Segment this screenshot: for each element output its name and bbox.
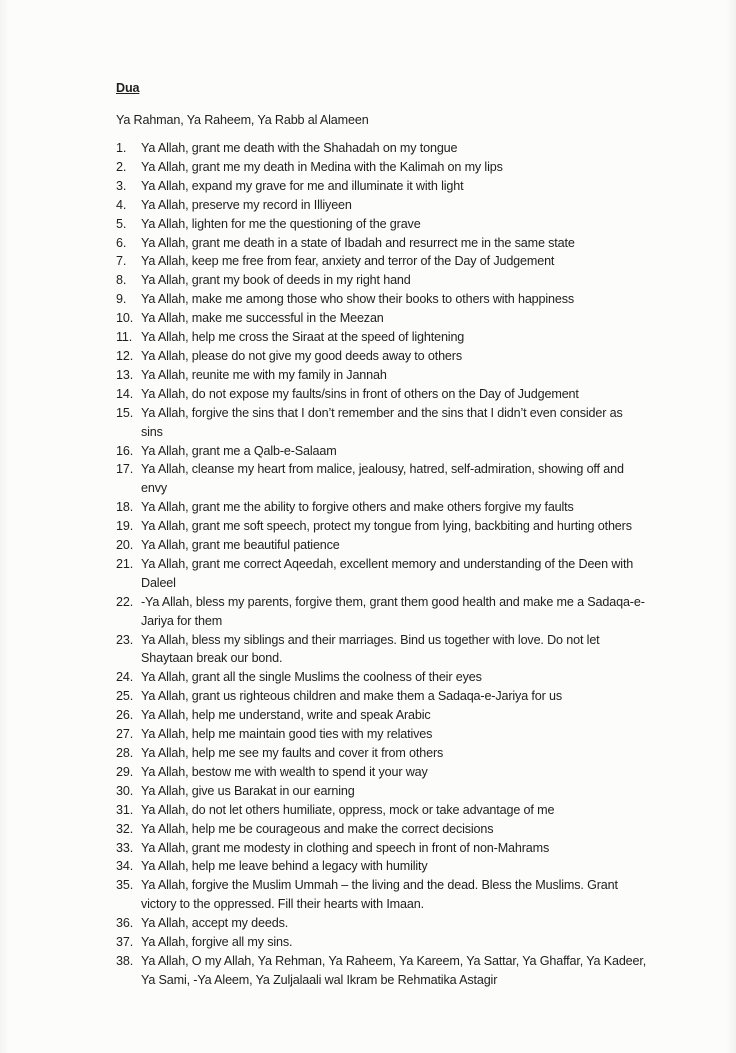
- list-item-text: [141, 914, 676, 933]
- list-item: [116, 460, 676, 498]
- list-item-text: [141, 536, 676, 555]
- list-item-line: Ya Allah, bless my siblings and their marriages. Bind us together with love. Do not let: [141, 632, 600, 647]
- list-item-text: [141, 404, 676, 442]
- list-item-line: victory to the oppressed. Fill their hearts with Imaan.: [141, 897, 424, 912]
- list-item: [116, 290, 676, 309]
- list-item-line: Ya Allah, do not let others humiliate, oppress, mock or take advantage of me: [141, 802, 555, 817]
- list-item-line: -Ya Allah, bless my parents, forgive them, grant them good health and make me a Sadaqa-e-: [141, 594, 645, 609]
- list-item-number: 22.: [116, 594, 134, 609]
- list-item: [116, 404, 676, 442]
- list-item-line: Ya Allah, bestow me with wealth to spend it your way: [141, 764, 428, 779]
- list-item-text: [141, 196, 676, 215]
- list-item-line: Ya Sami, -Ya Aleem, Ya Zuljalaali wal Ikram be Rehmatika Astagir: [141, 972, 498, 987]
- list-item: [116, 328, 676, 347]
- list-item-text: [141, 801, 676, 820]
- list-item-line: Ya Allah, help me be courageous and make the correct decisions: [141, 821, 494, 836]
- list-item-text: [141, 234, 676, 253]
- list-item-line: envy: [141, 481, 168, 496]
- list-item: [116, 725, 676, 744]
- list-item-number: 12.: [116, 348, 134, 363]
- list-item-number: 13.: [116, 367, 134, 382]
- list-item-line: Ya Allah, do not expose my faults/sins in front of others on the Day of Judgement: [141, 386, 579, 401]
- list-item-number: 38.: [116, 953, 134, 968]
- list-item-line: Ya Allah, forgive all my sins.: [141, 935, 293, 950]
- list-item: [116, 309, 676, 328]
- list-item: [116, 952, 676, 990]
- list-item: [116, 593, 676, 631]
- list-item-number: 29.: [116, 764, 134, 779]
- list-item: [116, 252, 676, 271]
- list-item-line: Ya Allah, help me cross the Siraat at the speed of lightening: [141, 330, 465, 345]
- list-item: [116, 347, 676, 366]
- document-body: [116, 79, 676, 990]
- list-item-number: 15.: [116, 405, 134, 420]
- list-item-text: [141, 593, 676, 631]
- list-item: [116, 857, 676, 876]
- list-item-text: [141, 158, 676, 177]
- list-item-line: Ya Allah, forgive the Muslim Ummah – the living and the dead. Bless the Muslims. Grant: [141, 878, 618, 893]
- list-item: [116, 555, 676, 593]
- list-item-text: [141, 177, 676, 196]
- list-item-text: [141, 498, 676, 517]
- list-item-number: 8.: [116, 273, 127, 288]
- list-item: [116, 820, 676, 839]
- list-item-line: Ya Allah, help me understand, write and speak Arabic: [141, 708, 431, 723]
- list-item: [116, 385, 676, 404]
- list-item-line: Ya Allah, grant my book of deeds in my right hand: [141, 273, 411, 288]
- list-item-number: 21.: [116, 556, 134, 571]
- list-item: [116, 782, 676, 801]
- list-item-text: [141, 215, 676, 234]
- list-item-text: [141, 857, 676, 876]
- list-item-text: [141, 290, 676, 309]
- list-item-number: 16.: [116, 443, 134, 458]
- list-item-text: [141, 820, 676, 839]
- list-item-line: Ya Allah, grant me a Qalb-e-Salaam: [141, 443, 337, 458]
- list-item-line: Ya Allah, grant me modesty in clothing and speech in front of non-Mahrams: [141, 840, 550, 855]
- list-item-line: Ya Allah, expand my grave for me and illuminate it with light: [141, 178, 464, 193]
- list-item-text: [141, 839, 676, 858]
- list-item-line: Ya Allah, cleanse my heart from malice, jealousy, hatred, self-admiration, showing off and: [141, 462, 624, 477]
- list-item-line: Ya Allah, grant me death with the Shahadah on my tongue: [141, 141, 458, 155]
- list-item-number: 26.: [116, 708, 134, 723]
- list-item-text: [141, 687, 676, 706]
- list-item-line: Ya Allah, help me see my faults and cover it from others: [141, 746, 444, 760]
- list-item: [116, 442, 676, 461]
- list-item: [116, 763, 676, 782]
- list-item-line: Daleel: [141, 575, 176, 590]
- list-item: [116, 139, 676, 158]
- list-item-line: Ya Allah, preserve my record in Illiyeen: [141, 197, 352, 212]
- list-item-line: Ya Allah, grant me soft speech, protect my tongue from lying, backbiting and hurting others: [141, 519, 632, 534]
- list-item: [116, 215, 676, 234]
- list-item-number: 27.: [116, 727, 134, 742]
- list-item-number: 9.: [116, 292, 127, 307]
- list-item-text: [141, 706, 676, 725]
- list-item: [116, 196, 676, 215]
- list-item-number: 24.: [116, 670, 134, 685]
- list-item-number: 32.: [116, 821, 134, 836]
- list-item: [116, 801, 676, 820]
- list-item-number: 33.: [116, 840, 134, 855]
- list-item-line: Ya Allah, reunite me with my family in Jannah: [141, 367, 387, 382]
- list-item: [116, 366, 676, 385]
- list-item-line: Ya Allah, grant me beautiful patience: [141, 538, 340, 553]
- list-item: [116, 687, 676, 706]
- list-item-number: 14.: [116, 386, 134, 401]
- list-item-line: Ya Allah, grant us righteous children and make them a Sadaqa-e-Jariya for us: [141, 689, 562, 704]
- list-item-line: Ya Allah, grant all the single Muslims the coolness of their eyes: [141, 670, 482, 685]
- list-item-text: [141, 517, 676, 536]
- list-item-line: Jariya for them: [141, 613, 223, 628]
- list-item-text: [141, 271, 676, 290]
- list-item: [116, 498, 676, 517]
- list-item-line: sins: [141, 424, 163, 439]
- list-item-number: 31.: [116, 802, 134, 817]
- list-item-number: 35.: [116, 878, 134, 893]
- list-item-line: Ya Allah, grant me the ability to forgive others and make others forgive my faults: [141, 500, 574, 515]
- list-item: [116, 744, 676, 763]
- list-item-number: 11.: [116, 330, 133, 345]
- list-item-number: 18.: [116, 500, 134, 515]
- list-item: [116, 177, 676, 196]
- list-item-line: Ya Allah, keep me free from fear, anxiety and terror of the Day of Judgement: [141, 254, 555, 269]
- dua-list: [116, 139, 676, 990]
- list-item-line: Ya Allah, accept my deeds.: [141, 916, 289, 931]
- list-item-number: 36.: [116, 916, 134, 931]
- list-item-number: 19.: [116, 519, 134, 534]
- list-item-line: Shaytaan break our bond.: [141, 651, 283, 666]
- list-item-line: Ya Allah, give us Barakat in our earning: [141, 783, 355, 798]
- list-item: [116, 517, 676, 536]
- list-item-line: Ya Allah, help me maintain good ties with my relatives: [141, 727, 433, 742]
- list-item-number: 2.: [116, 159, 127, 174]
- list-item: [116, 933, 676, 952]
- document-title: Dua: [116, 81, 140, 95]
- list-item-line: Ya Allah, make me successful in the Meezan: [141, 311, 384, 326]
- list-item: [116, 271, 676, 290]
- list-item-line: Ya Allah, grant me correct Aqeedah, excellent memory and understanding of the Deen with: [141, 556, 634, 571]
- list-item-text: [141, 725, 676, 744]
- list-item-text: [141, 668, 676, 687]
- list-item: [116, 631, 676, 669]
- list-item-text: [141, 139, 676, 158]
- list-item-text: [141, 763, 676, 782]
- list-item-text: [141, 876, 676, 914]
- list-item-number: 6.: [116, 235, 127, 250]
- list-item-number: 30.: [116, 783, 134, 798]
- list-item-number: 7.: [116, 254, 127, 269]
- list-item-text: [141, 347, 676, 366]
- list-item-text: [141, 933, 676, 952]
- list-item-text: [141, 252, 676, 271]
- list-item-text: [141, 442, 676, 461]
- list-item-number: 34.: [116, 859, 134, 874]
- list-item-line: Ya Allah, grant me my death in Medina with the Kalimah on my lips: [141, 159, 503, 174]
- list-item-number: 3.: [116, 178, 127, 193]
- list-item-text: [141, 385, 676, 404]
- list-item-text: [141, 744, 676, 763]
- list-item-text: [141, 309, 676, 328]
- list-item-line: Ya Allah, help me leave behind a legacy with humility: [141, 859, 428, 874]
- list-item-number: 5.: [116, 216, 127, 231]
- list-item-line: Ya Allah, lighten for me the questioning of the grave: [141, 216, 421, 231]
- list-item-text: [141, 328, 676, 347]
- list-item: [116, 158, 676, 177]
- list-item-text: [141, 366, 676, 385]
- list-item-number: 28.: [116, 746, 134, 760]
- list-item-text: [141, 952, 676, 990]
- list-item-number: 23.: [116, 632, 134, 647]
- list-item: [116, 914, 676, 933]
- document-subtitle: Ya Rahman, Ya Raheem, Ya Rabb al Alameen: [116, 113, 369, 127]
- list-item-number: 4.: [116, 197, 127, 212]
- list-item-number: 1.: [116, 141, 127, 155]
- list-item-number: 10.: [116, 311, 134, 326]
- list-item-line: Ya Allah, O my Allah, Ya Rehman, Ya Raheem, Ya Kareem, Ya Sattar, Ya Ghaffar, Ya Kadeer,: [141, 953, 647, 968]
- list-item-number: 20.: [116, 538, 134, 553]
- list-item: [116, 876, 676, 914]
- list-item-line: Ya Allah, grant me death in a state of Ibadah and resurrect me in the same state: [141, 235, 575, 250]
- list-item-text: [141, 631, 676, 669]
- list-item-text: [141, 555, 676, 593]
- list-item-line: Ya Allah, forgive the sins that I don’t remember and the sins that I didn’t even consider as: [141, 405, 623, 420]
- list-item-text: [141, 782, 676, 801]
- list-item-number: 37.: [116, 935, 134, 950]
- list-item: [116, 234, 676, 253]
- list-item: [116, 668, 676, 687]
- list-item-number: 25.: [116, 689, 134, 704]
- list-item-line: Ya Allah, make me among those who show their books to others with happiness: [141, 292, 575, 307]
- list-item-number: 17.: [116, 462, 134, 477]
- list-item-line: Ya Allah, please do not give my good deeds away to others: [141, 348, 462, 363]
- list-item: [116, 839, 676, 858]
- list-item-text: [141, 460, 676, 498]
- list-item: [116, 536, 676, 555]
- list-item: [116, 706, 676, 725]
